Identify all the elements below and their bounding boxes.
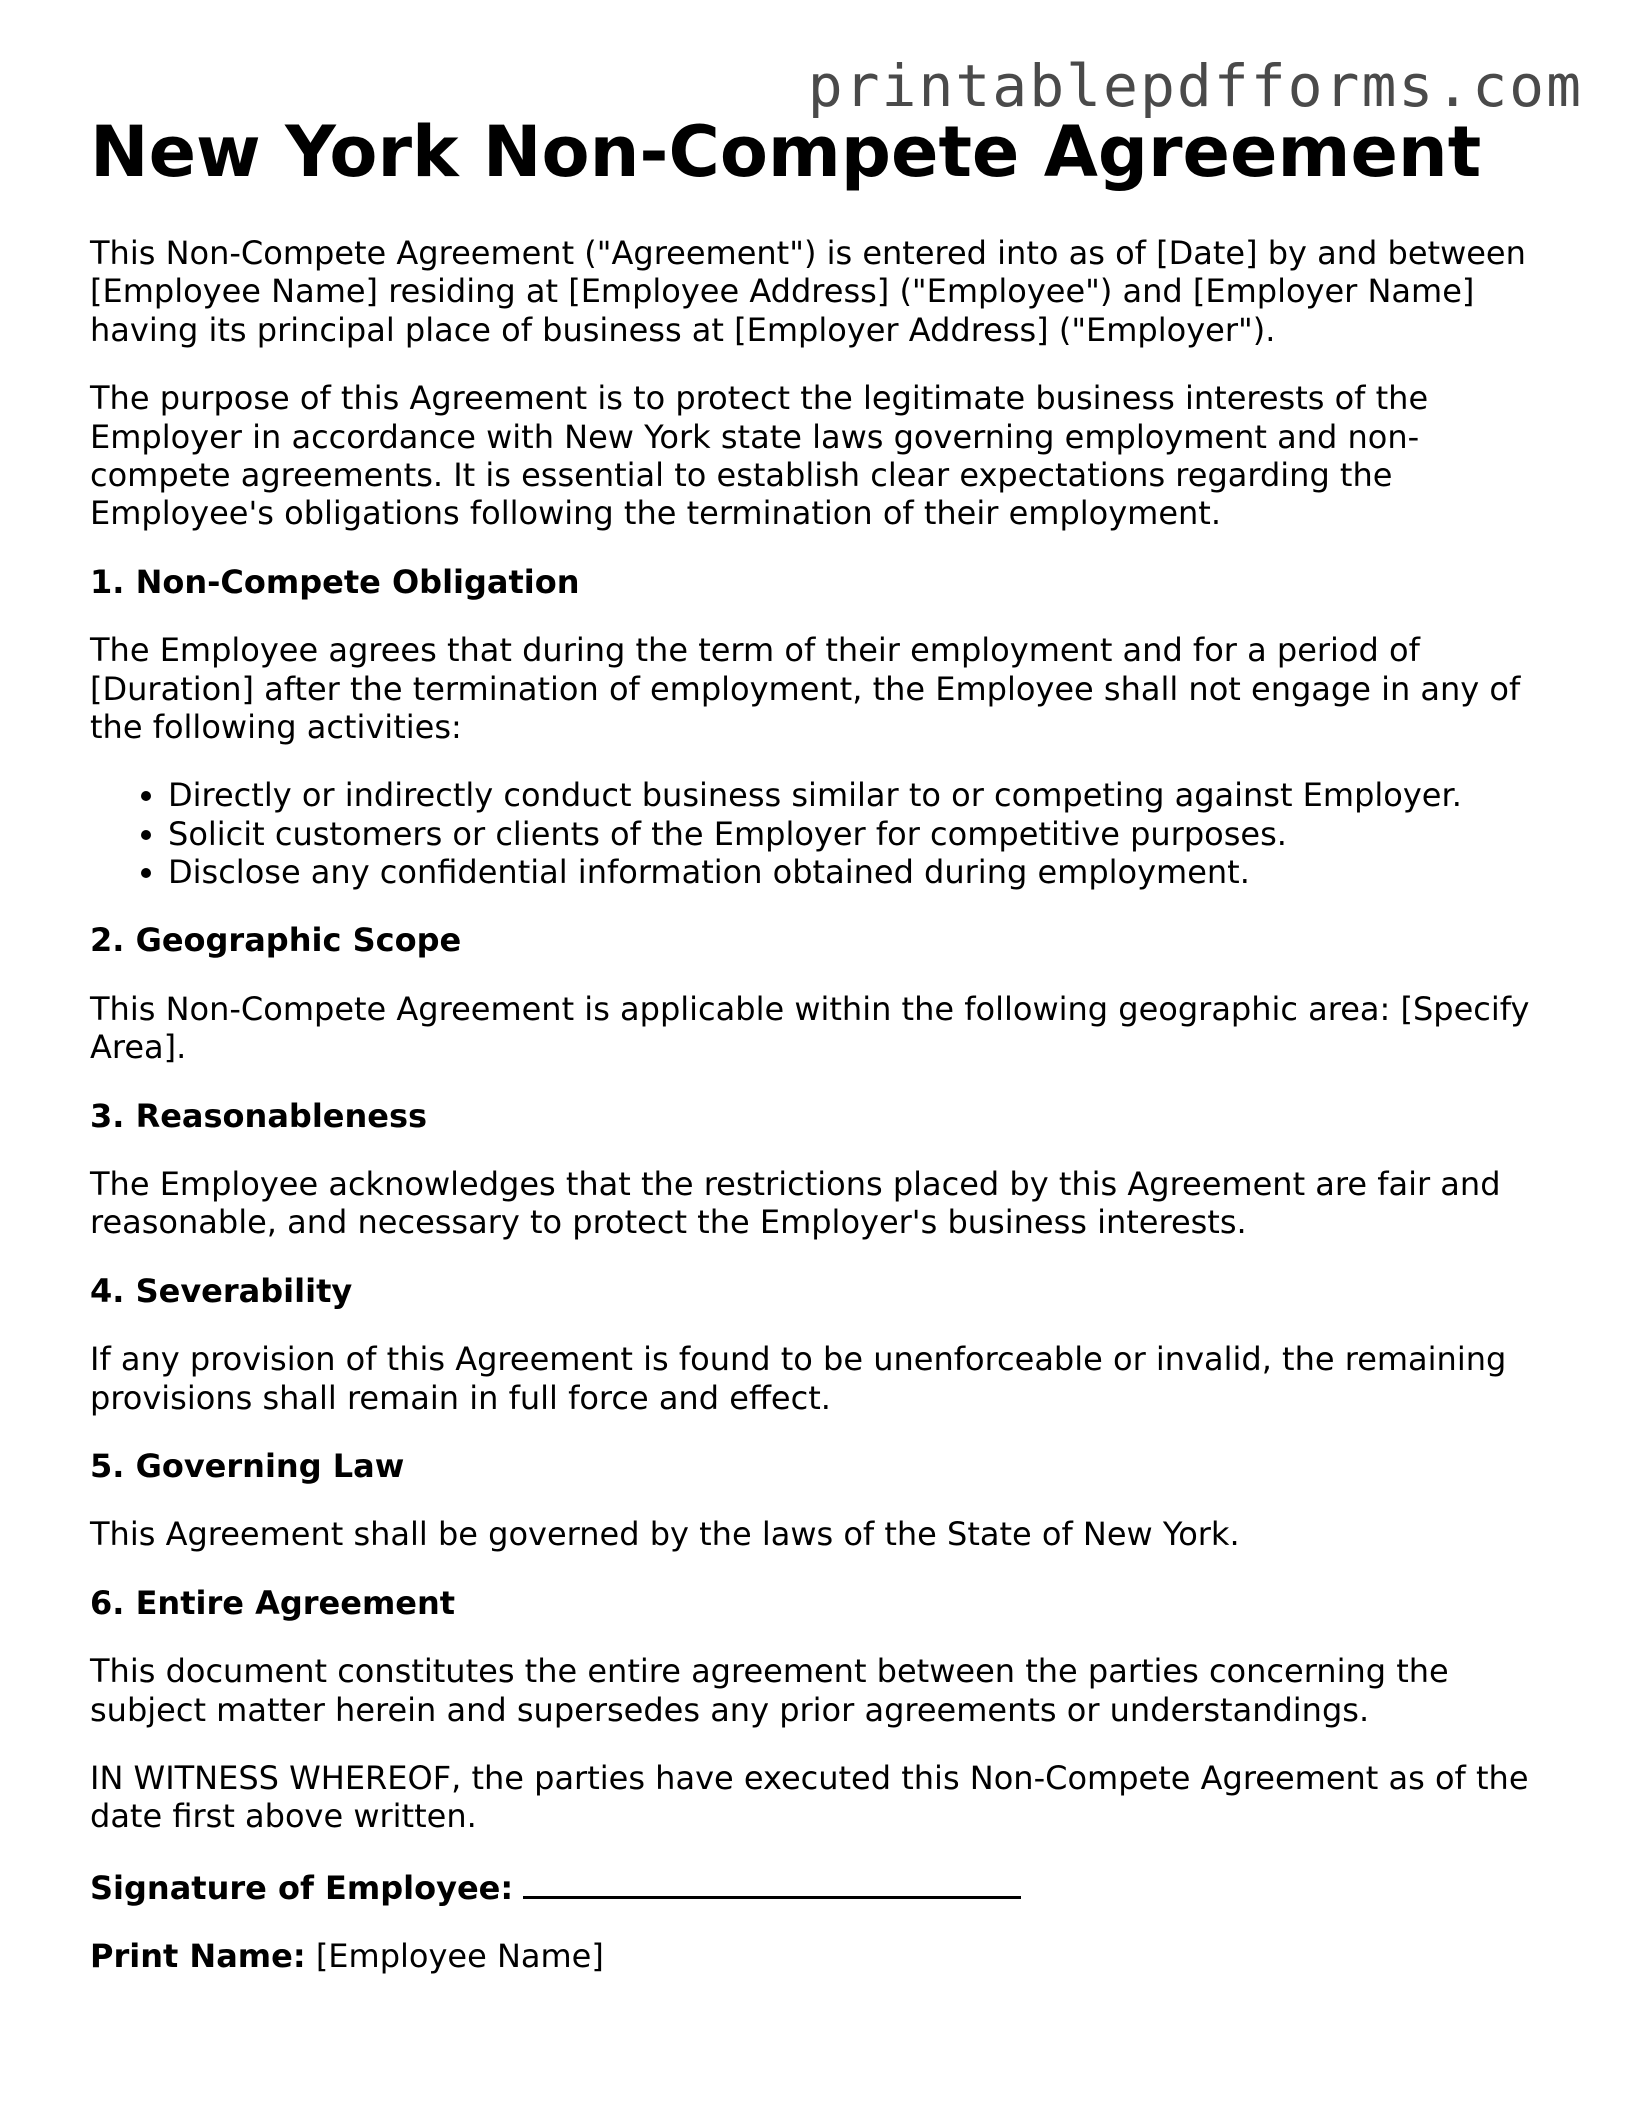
section-heading-severability: 4. Severability bbox=[90, 1271, 353, 1310]
print-name-label: Print Name: bbox=[90, 1937, 306, 1976]
section-heading-entire-agreement: 6. Entire Agreement bbox=[90, 1583, 456, 1622]
print-name-value: [Employee Name] bbox=[315, 1937, 604, 1976]
list-item: • Directly or indirectly conduct business similar to or competing against Employer. bbox=[168, 776, 1550, 814]
section-body-governing-law: This Agreement shall be governed by the laws of the State of New York. bbox=[90, 1515, 1240, 1554]
section-heading-governing-law: 5. Governing Law bbox=[90, 1446, 405, 1485]
section-heading-reasonableness: 3. Reasonableness bbox=[90, 1096, 428, 1135]
witness-clause: IN WITNESS WHEREOF, the parties have executed this Non-Compete Agreement as of the date first above written. bbox=[90, 1758, 1529, 1836]
list-item: • Solicit customers or clients of the Employer for competitive purposes. bbox=[168, 815, 1550, 853]
watermark: printablepdfforms.com bbox=[807, 52, 1583, 120]
document-page bbox=[90, 110, 1550, 2006]
section-heading-non-compete: 1. Non-Compete Obligation bbox=[90, 562, 580, 601]
list-item: • Disclose any confidential information obtained during employment. bbox=[168, 853, 1550, 891]
signature-line[interactable] bbox=[523, 1866, 1021, 1899]
print-name-row bbox=[90, 1937, 1550, 1975]
section-body-entire-agreement: This document constitutes the entire agreement between the parties concerning the subject matter herein and supersedes any prior agreements or understandings. bbox=[90, 1652, 1449, 1729]
section-body-reasonableness: The Employee acknowledges that the restrictions placed by this Agreement are fair and reasonable, and necessary to protect the Employer's business interests. bbox=[90, 1165, 1501, 1242]
intro-paragraph-1: This Non-Compete Agreement ("Agreement") is entered into as of [Date] by and between [Employee Name] residing at [Employee Address] ("Employee") and [Employer Name] having its principal place of business at [Employer Address] ("Employer"). bbox=[90, 234, 1526, 349]
document-title: New York Non-Compete Agreement bbox=[90, 111, 1482, 193]
section-heading-geographic-scope: 2. Geographic Scope bbox=[90, 921, 462, 960]
section-body-severability: If any provision of this Agreement is found to be unenforceable or invalid, the remaining provisions shall remain in full force and effect. bbox=[90, 1340, 1507, 1417]
signature-label: Signature of Employee: bbox=[90, 1868, 514, 1907]
section-body-geographic-scope: This Non-Compete Agreement is applicable within the following geographic area: [Specify Area]. bbox=[90, 989, 1530, 1067]
section-body-non-compete: The Employee agrees that during the term of their employment and for a period of [Duration] after the termination of employment, the Employee shall not engage in any of the following activities: bbox=[90, 631, 1521, 746]
intro-paragraph-2: The purpose of this Agreement is to protect the legitimate business interests of the Employer in accordance with New York state laws governing employment and non-compete agreements. It is essential to establish clear expectations regarding the Employee's obligations following the termination of their employment. bbox=[90, 379, 1429, 533]
obligation-list bbox=[90, 776, 1550, 891]
signature-row bbox=[90, 1866, 1550, 1907]
